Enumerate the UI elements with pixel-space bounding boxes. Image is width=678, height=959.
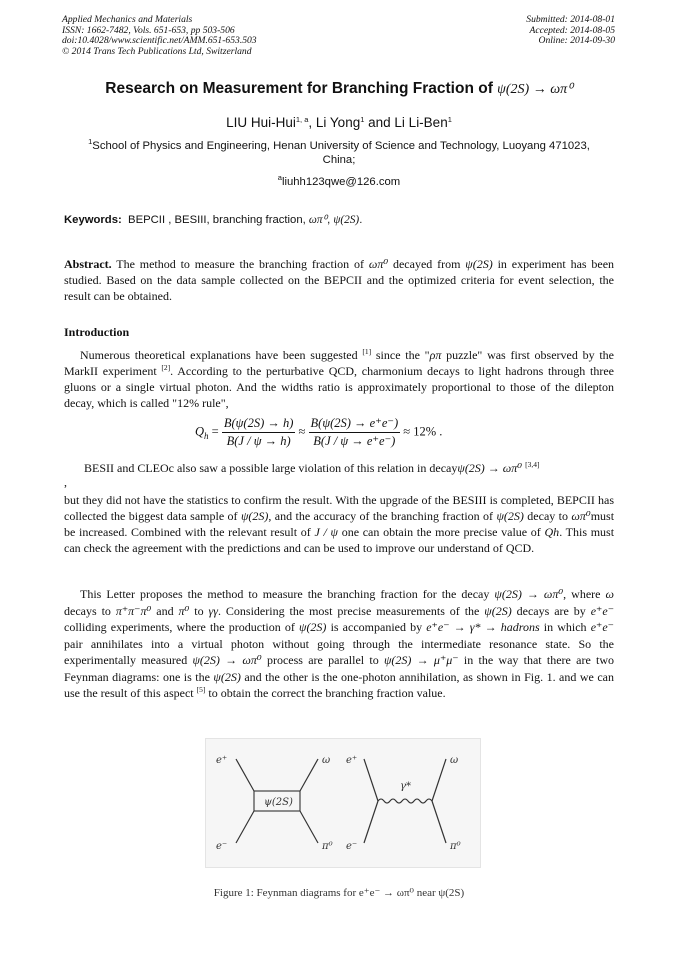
body-text: process are parallel to <box>266 653 379 667</box>
body-text: pair annihilates into a virtual photon without going through the intermediate resonance state. So the experimentally measured <box>64 636 614 667</box>
dates-header <box>526 15 615 47</box>
stray-comma: , <box>64 475 67 489</box>
pi0-line-out <box>300 811 318 843</box>
fraction-2 <box>309 415 401 450</box>
email-marker: a <box>277 173 282 182</box>
keyword-math-2: ψ(2S) <box>333 214 360 226</box>
pi0-line-out <box>432 801 446 843</box>
author-2: Li Yong <box>315 115 361 130</box>
math-inline: ψ(2S) <box>484 603 512 618</box>
math-inline: γγ <box>208 603 218 618</box>
citation[interactable]: [3,4] <box>525 460 540 469</box>
abstract <box>64 256 614 304</box>
math-inline: e⁺e⁻ <box>590 620 615 634</box>
math-inline: π⁰ <box>178 603 190 618</box>
math-inline: ρπ <box>429 348 442 362</box>
abstract-text: The method to measure the branching fraction of <box>116 257 364 271</box>
diagram-2-pi0-label: π⁰ <box>450 841 461 852</box>
citation[interactable]: [2] <box>161 363 171 372</box>
body-text: decay to <box>527 509 568 523</box>
author-list <box>0 115 678 130</box>
body-text: one can obtain the more precise value of <box>341 525 541 539</box>
diagram-2-omega-label: ω <box>450 755 459 766</box>
equation-qh <box>195 415 525 455</box>
math-inline: ψ(2S) <box>240 509 269 523</box>
math-inline: ψ(2S) → ωπ⁰ <box>494 587 564 601</box>
omega-line-out <box>432 759 446 801</box>
intro-paragraph-1 <box>64 347 614 411</box>
paper-title <box>0 80 678 98</box>
online-date: Online: 2014-09-30 <box>538 35 615 47</box>
equation-lhs: Q <box>195 424 205 439</box>
email-address[interactable]: liuhh123qwe@126.com <box>281 176 401 188</box>
section-heading: Introduction <box>64 325 130 339</box>
accepted-date: Accepted: 2014-08-05 <box>529 24 615 36</box>
body-text: BESII and CLEOc also saw a possible large violation of this relation in decay <box>84 461 458 475</box>
body-text: . Considering the most precise measurements of the <box>218 603 480 618</box>
positron-line-in <box>236 811 254 843</box>
math-inline: e⁺e⁻ <box>590 603 615 618</box>
omega-line-out <box>300 759 318 791</box>
author-3: Li Li-Ben <box>394 115 448 130</box>
title-text: Research on Measurement for Branching Fraction of <box>105 80 493 97</box>
body-text: colliding experiments, where the production of <box>64 620 295 634</box>
equation-approx: ≈ <box>298 424 306 439</box>
electron-line-in <box>364 759 378 801</box>
diagram-1-psi-label: ψ(2S) <box>264 797 293 808</box>
body-text: . This must can check the agreement with the predictions and can be used to improve our understand of QCD. <box>64 525 615 555</box>
fraction-1-numerator: B(ψ(2S) → h) <box>222 415 296 433</box>
affiliation-text: School of Physics and Engineering, Henan University of Science and Technology, Luoyang 471023, China; <box>92 140 590 166</box>
equation-rhs: ≈ 12% . <box>403 424 443 439</box>
equation-lhs-sub: h <box>204 430 209 441</box>
keyword-math-1: ωπ⁰ <box>308 214 328 226</box>
feynman-figure <box>205 738 481 868</box>
feynman-diagrams-svg <box>206 739 480 867</box>
body-text: , where <box>563 587 601 601</box>
body-text: and <box>156 603 174 618</box>
diagram-1-eplus-label: e⁺ <box>216 755 228 766</box>
citation[interactable]: [1] <box>362 347 372 356</box>
body-text: and the other is the one-photon annihilation, as shown in Fig. 1. and we can use the result of this aspect <box>64 669 614 700</box>
diagram-1-eminus-label: e⁻ <box>216 841 228 852</box>
body-text: must be increased. Combined with the relevant result of <box>64 509 615 539</box>
equation-equals: = <box>211 424 219 439</box>
math-inline: ψ(2S) <box>213 669 241 684</box>
copyright-line: © 2014 Trans Tech Publications Ltd, Switzerland <box>62 45 252 57</box>
electron-line-in <box>236 759 254 791</box>
diagram-2-photon-label: γ* <box>400 781 411 792</box>
math-inline: J / ψ <box>314 525 338 539</box>
body-text: . According to the perturbative QCD, charmonium decays to light hadrons through three gluons or a single virtual photon. And the widths ratio is approximately proportional to those of the dilepton decay, which is called "12% rule", <box>64 364 614 410</box>
title-math: ψ(2S) → ωπ⁰ <box>497 82 573 97</box>
body-text: in which <box>543 620 587 634</box>
citation[interactable]: [5] <box>196 685 206 694</box>
author-separator: and <box>364 115 395 130</box>
fraction-2-denominator: B(J / ψ → e⁺e⁻) <box>313 434 396 448</box>
feynman-diagram-psi <box>216 755 333 852</box>
body-text: Numerous theoretical explanations have been suggested <box>80 348 358 362</box>
math-inline: ψ(2S) → ωπ⁰ <box>192 653 262 667</box>
body-text: decays are by <box>516 603 586 618</box>
body-text: in the way that there are two Feynman diagrams: one is the <box>64 653 615 684</box>
affiliation <box>80 139 598 167</box>
body-text: is accompanied by <box>330 620 423 634</box>
issn-line: ISSN: 1662-7482, Vols. 651-653, pp 503-506 <box>62 24 235 36</box>
author-email <box>0 173 678 188</box>
author-3-affil: 1 <box>447 115 452 124</box>
intro-paragraph-3 <box>64 586 614 702</box>
abstract-text: in experiment has been studied. Based on the data sample collected on the BEPCII and the optimized criteria for event selection, the result can be obtained. <box>64 257 615 303</box>
abstract-text: decayed from <box>392 257 461 271</box>
author-separator: , <box>308 115 316 130</box>
body-text: but they did not have the statistics to confirm the result. With the upgrade of the BESIII is completed, BEPCII has collected the biggest data sample of <box>64 493 614 523</box>
figure-caption: Figure 1: Feynman diagrams for e⁺e⁻ → ωπ⁰ near ψ(2S) <box>213 887 465 899</box>
math-inline: ωπ⁰ <box>571 509 591 523</box>
author-2-affil: 1 <box>360 115 365 124</box>
intro-paragraph-2 <box>64 492 614 556</box>
doi-line: doi:10.4028/www.scientific.net/AMM.651-653.503 <box>62 35 257 47</box>
keywords-label: Keywords: <box>64 214 122 226</box>
diagram-1-pi0-label: π⁰ <box>322 841 333 852</box>
math-inline: ψ(2S) <box>496 509 524 523</box>
math-inline: π⁺π⁻π⁰ <box>115 603 152 618</box>
positron-line-in <box>364 801 378 843</box>
body-text: , and the accuracy of the branching fraction of <box>268 509 494 523</box>
affiliation-marker: 1 <box>88 137 93 146</box>
fraction-1 <box>222 415 296 450</box>
keywords-line: Keywords: BEPCII , BESIII, branching fraction, ωπ⁰, ψ(2S). <box>64 214 363 226</box>
body-text: This Letter proposes the method to measure the branching fraction for the decay <box>80 587 490 601</box>
math-inline: ωπ⁰ <box>368 257 389 271</box>
body-text: since the " <box>375 348 430 362</box>
virtual-photon-line <box>378 799 432 803</box>
author-1: LIU Hui-Hui <box>226 115 296 130</box>
body-text: to <box>194 603 204 618</box>
math-inline: ψ(2S) → ωπ⁰ <box>457 461 523 475</box>
diagram-2-eminus-label: e⁻ <box>346 841 358 852</box>
math-inline: ψ(2S) <box>465 257 493 271</box>
keywords-text: BEPCII , BESIII, branching fraction, <box>128 214 306 226</box>
journal-name: Applied Mechanics and Materials <box>62 14 193 25</box>
fraction-1-denominator: B(J / ψ → h) <box>226 434 291 448</box>
abstract-label: Abstract. <box>64 257 112 271</box>
journal-header <box>62 15 257 57</box>
diagram-1-omega-label: ω <box>322 755 331 766</box>
body-text: to obtain the correct the branching fraction value. <box>208 686 446 700</box>
math-inline: ψ(2S) → μ⁺μ⁻ <box>383 653 459 667</box>
submitted-date: Submitted: 2014-08-01 <box>526 14 615 25</box>
diagram-2-eplus-label: e⁺ <box>346 755 358 766</box>
body-text: puzzle" was first observed by the MarkII experiment <box>64 348 615 378</box>
math-inline: ψ(2S) <box>298 620 327 634</box>
fraction-2-numerator: B(ψ(2S) → e⁺e⁻) <box>309 415 401 433</box>
math-inline: ω <box>605 587 615 601</box>
body-text: decays to <box>64 603 111 618</box>
math-inline: Qh <box>544 525 560 539</box>
math-inline: e⁺e⁻ → γ* → hadrons <box>426 620 540 634</box>
feynman-diagram-photon <box>346 755 461 852</box>
author-1-affil: 1, a <box>295 115 309 124</box>
